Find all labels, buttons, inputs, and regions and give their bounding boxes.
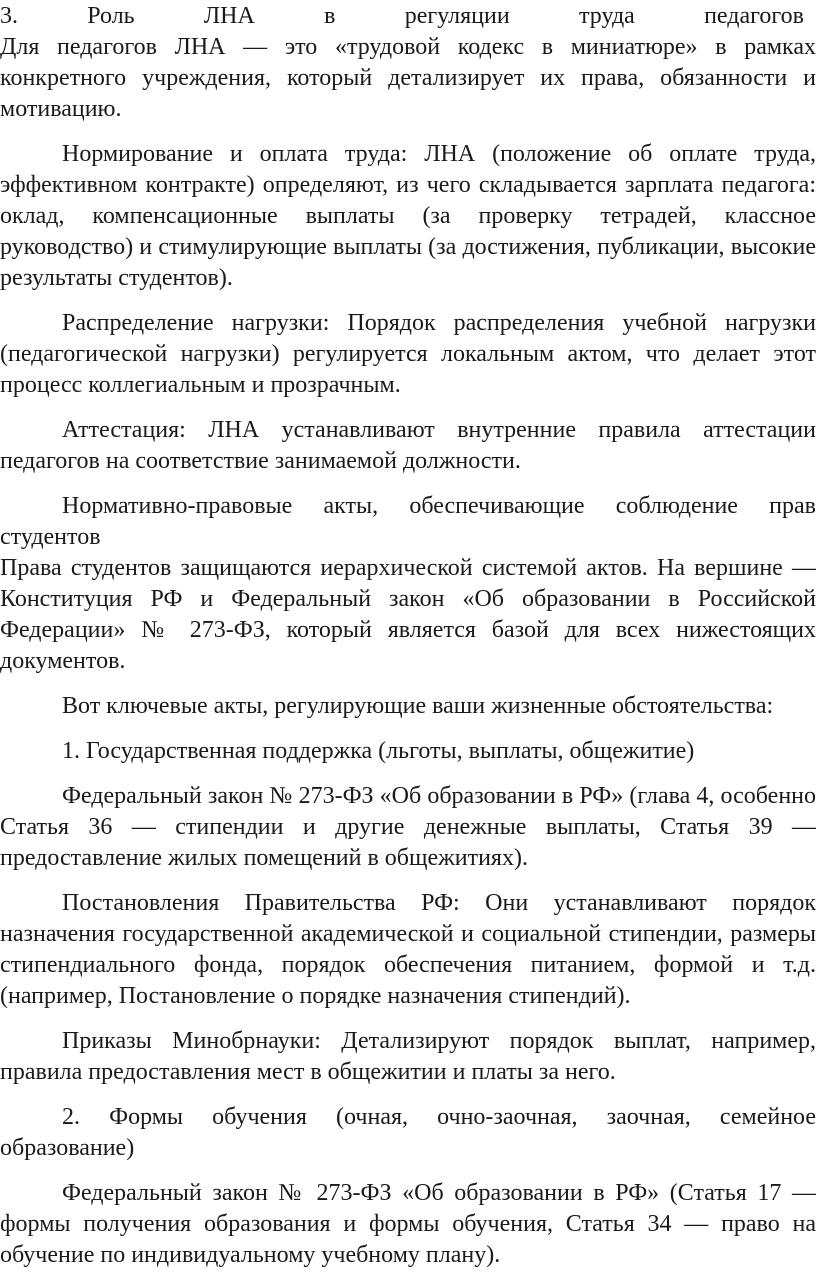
rights-paragraph: Права студентов защищаются иерархической системой актов. На вершине — Конституция РФ и Федеральный закон «Об образовании в Российской Федерации» № 273-ФЗ, который является базой для всех нижестоящих документов.	[0, 555, 816, 674]
intro-paragraph: Для педагогов ЛНА — это «трудовой кодекс в миниатюре» в рамках конкретного учреждения, который детализирует их права, обязанности и мотивацию.	[0, 34, 816, 122]
federal-law-paragraph-2: Федеральный закон № 273-ФЗ «Об образовании в РФ» (Статья 17 — формы получения образования и формы обучения, Статья 34 — право на обучение по индивидуальному учебному плану).	[0, 1180, 816, 1268]
section-title-word: ЛНА	[203, 3, 255, 29]
section-heading-2: Нормативно-правовые акты, обеспечивающие соблюдение прав студентов	[0, 493, 816, 550]
section-title-word: в	[324, 3, 336, 29]
norm-paragraph: Нормирование и оплата труда: ЛНА (положение об оплате труда, эффективном контракте) определяют, из чего складывается зарплата педагога: оклад, компенсационные выплаты (за проверку тетрадей, классное руководство) и стимулирующие выплаты (за достижения, публикации, высокие результаты студентов).	[0, 141, 816, 291]
federal-law-paragraph-1: Федеральный закон № 273-ФЗ «Об образовании в РФ» (глава 4, особенно Статья 36 — стипендии и другие денежные выплаты, Статья 39 — предоставление жилых помещений в общежитиях).	[0, 783, 816, 871]
attestation-paragraph: Аттестация: ЛНА устанавливают внутренние правила аттестации педагогов на соответствие занимаемой должности.	[0, 417, 816, 474]
key-acts-paragraph: Вот ключевые акты, регулирующие ваши жизненные обстоятельства:	[62, 693, 774, 719]
load-paragraph: Распределение нагрузки: Порядок распределения учебной нагрузки (педагогической нагрузки) регулируется локальным актом, что делает этот процесс коллегиальным и прозрачным.	[0, 310, 816, 398]
section-title	[0, 1, 816, 32]
government-decrees-paragraph: Постановления Правительства РФ: Они устанавливают порядок назначения государственной академической и социальной стипендии, размеры стипендиального фонда, порядок обеспечения питанием, формой и т.д. (например, Постановление о порядке назначения стипендий).	[0, 890, 816, 1009]
section-title-word: регуляции	[404, 3, 510, 29]
section-title-paragraph	[0, 1, 816, 32]
section-title-word: труда	[578, 3, 635, 29]
section-title-word: Роль	[87, 3, 135, 29]
ministry-orders-paragraph: Приказы Минобрнауки: Детализируют порядок выплат, например, правила предоставления мест в общежитии и платы за него.	[0, 1028, 816, 1085]
list-item-2: 2. Формы обучения (очная, очно-заочная, заочная, семейное образование)	[0, 1104, 816, 1161]
list-item-1: 1. Государственная поддержка (льготы, выплаты, общежитие)	[62, 738, 695, 764]
section-title-word: педагогов	[704, 3, 804, 29]
section-title-word: 3.	[0, 3, 18, 29]
